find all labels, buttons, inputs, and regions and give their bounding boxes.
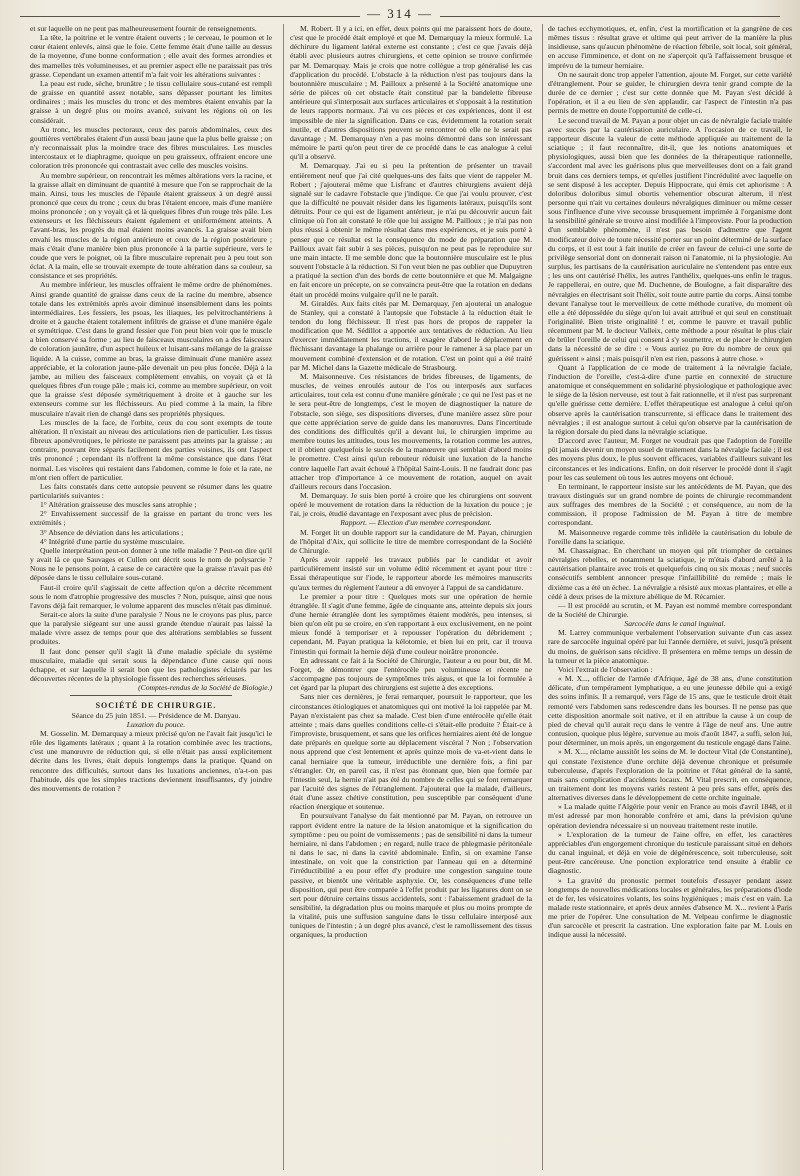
paragraph: Les muscles de la face, de l'orbite, ceux du cou sont exempts de toute altération. Il n'existait au niveau des articulations rien de particulier. Les tissus fibreux aponévrotiques, le périoste ne paraissent pas atteints par la graisse ; au contraire, pouvant être séparés facilement des parties voisines, ils ont l'aspect très prononcé ; cependant ils n'offrent la même consistance que dans l'état normal. Les viscères qui restaient dans l'abdomen, comme le foie et la rate, ne m'ont rien offert de particulier. [30, 417, 272, 482]
paragraph: Quelle interprétation peut-on donner à une telle maladie ? Peut-on dire qu'il y avait là ce que Sauvages et Cullen ont décrit sous le nom de polysarcie ? Nous ne le pensons point, à cause de ce caractère que la graisse n'avait pas été déposée dans le tissu cellulaire sous-cutané. [30, 545, 272, 583]
paragraph: M. Demarquay. J'ai eu si peu la prétention de présenter un travail entièrement neuf que j'ai cité quelques-uns des faits que vient de rappeler M. Robert ; j'ajouterai même que Lisfranc et d'autres chirurgiens avaient déjà signalé sur le cadavre l'obstacle que j'indique. Ce que j'ai voulu prouver, c'est que la difficulté ne pouvait résider dans les ligaments latéraux, puisqu'ils sont détruits. Pour ce qui est de ligament antérieur, je n'ai pu découvrir aucun fait clinique où l'on ait constaté le rôle que lui assigne M. Pailloux ; je n'ai pas non plus réussi à obtenir le même résultat dans mes expériences, et je suis porté à penser que ce résultat est la conséquence du mode de préparation que M. Pailloux avait fait subir à ses pièces, puisqu'on ne peut pas le reproduire sur une main intacte. Il me semble donc que la boutonnière musculaire est le plus souvent l'obstacle à la réduction. Si l'on veut bien ne pas oublier que Dupuytren a pratiqué la section d'un des bords de cette boutonnière et que M. Malgaigne en fait encore un précepte, on se convaincra peut-être que la rotation en dedans était un procédé moins vulgaire qu'il ne le paraît. [290, 161, 532, 299]
page-header [0, 6, 800, 26]
paragraph: Voici l'extrait de l'observation : [558, 664, 653, 674]
paragraph: En poursuivant l'analyse du fait mentionné par M. Payan, on retrouve un rapport évident entre la nature de la lésion anatomique et la signification du symptôme : peu ou point de vomissements ; pas de sensibilité ni dans la tumeur herniaire, ni dans l'abdomen ; en regard, nulle trace de phlegmasie péritonéale ni dans le sac, ni dans la cavité abdominale. Enfin, si on examine l'anse intestinale, on voit que la constriction par l'anneau qui en a déterminé l'irréductibilité a eu pour effet d'y produire une congestion sanguine toute passive, et bientôt une véritable asphyxie. Or, les conséquences d'une telle disposition, qui peut être comparée à l'effet produit par les ligatures dont on se sert pour détruire certains tissus accidentels, sont : l'abaissement graduel de la sensibilité, la dégradation plus ou moins marquée et plus ou moins prompte de la vitalité, puis une suffusion sanguine dans le tissu cellulaire interposé aux tuniques de l'intestin ; à un degré plus avancé, c'est le ramollissement des tissus organiques, la production [290, 811, 532, 940]
paragraph: » La malade quitte l'Algérie pour venir en France au mois d'avril 1848, et il m'est adressé par mon honorable confrère et ami, dans la prévision qu'une opération deviendra nécessaire si un nouveau traitement reste inutile. [548, 802, 792, 830]
paragraph: » L'exploration de la tumeur de l'aine offre, en effet, les caractères appréciables d'un engorgement chronique du testicule paraissant situé en dehors du canal inguinal, et déjà en voie de dégénérescence, soit tuberculeuse, soit peut-être cancéreuse. Une ponction exploratrice tend ensuite à établir ce diagnostic. [548, 829, 792, 876]
paragraph: M. Larrey communique verbalement l'observation suivante d'un cas assez rare de sarcocèle inguinal opéré par lui l'année dernière, et suivi, jusqu'à présent du moins, de guérison sans récidive. Il présentera en même temps un dessin de la tumeur et la pièce anatomique. [548, 628, 792, 665]
column-separator [283, 24, 284, 1170]
header-rule-right [440, 16, 780, 17]
paragraph: de taches ecchymotiques, et, enfin, c'est la mortification et la gangrène de ces mêmes tissus : résultat grave et ultime qui peut arriver de la manière la plus insidieuse, sans qu'aucun phénomène de réaction fébrile, soit local, soit général, en accuse l'imminence, et dont on ne s'aperçoit qu'à l'affaissement brusque et imprévu de la tumeur herniaire. [548, 24, 792, 70]
paragraph: Faut-il croire qu'il s'agissait de cette affection qu'on a décrite récemment sous le nom d'atrophie progressive des muscles ? Non, puisque, ainsi que nous l'avons déjà fait remarquer, le volume apparent des muscles n'était pas diminué. [30, 582, 272, 610]
list-item: 3° Absence de déviation dans les articulations ; [40, 527, 184, 537]
section-rule [70, 695, 232, 696]
column-separator [542, 24, 543, 1170]
paragraph: — Il est procédé au scrutin, et M. Payan est nommé membre correspondant de la Société de Chirurgie. [548, 600, 792, 619]
paragraph: Le second travail de M. Payan a pour objet un cas de névralgie faciale traitée avec succès par la cautérisation auriculaire. A l'occasion de ce travail, le rapporteur discute la valeur de cette méthode appliquée au traitement de la sciatique ; il faut reconnaître, dit-il, que les notions anatomiques et physiologiques, aussi bien que les données de la thérapeutique rationnelle, s'accordent mal avec les guérisons plus que merveilleuses dont on a fait grand bruit dans ces derniers temps, et qu'elles justifient l'incrédulité avec laquelle on se sent disposé à les accepter. Depuis Hippocrate, qui émis cet aphorisme : A doloribus doloribus simul obortis vehementior obscurat alterum, il n'est personne qui n'ait vu certaines douleurs névralgiques diminuer ou même cesser sous l'influence d'une vive secousse brusquement imprimée à l'organisme dont la sensibilité générale se trouve ainsi modifiée à l'improviste. Pour la production d'un semblable phénomène, il n'est pas besoin d'admettre que l'agent modificateur doive de toute nécessité porter sur un point déterminé de la surface du corps, et il est tout à fait inutile de créer en faveur de celui-ci une sorte de privilège sensorial dont on donnerait raison ni l'anatomie, ni la physiologie. Au surplus, les partisans de la cautérisation auriculaire ne s'entendent pas entre eux ; les uns ont cautérisé l'hélix, les autres l'anthélix, quelques-uns enfin le tragus. Je rappellerai, en outre, que M. Duchenne, de Boulogne, a fait disparaître des névralgies en électrisant soit l'hélix, soit toute autre partie du corps. Ainsi tombe devant l'analyse tout le merveilleux de cette méthode curative, du moment où elle a été dépossédée du siège qu'on lui avait attribué et qui seul en constituait l'originalité. Bien triste originalité ! et, comme le pauvre et travail public récemment par M. le docteur Valleix, cette méthode a pour résultat le plus clair de brûler l'oreille de celui qui consent à s'y soumettre, et de placer le chirurgien dans la nécessité de se dire : « Vous auriez pu être du nombre de ceux qui guérissent » ainsi ; mais puisqu'il n'en est rien, passons à autre chose. » [548, 115, 792, 363]
paragraph: La tête, la poitrine et le ventre étaient ouverts ; le cerveau, le poumon et le cœur étaient enlevés, ainsi que le foie. Cette femme était d'une taille au dessus de la moyenne, d'une bonne conformation ; elle avait des formes arrondies et des mamelles très volumineuses, et au premier aspect elle ne paraissait pas très grasse. Cependant un examen attentif m'a fait voir les altérations suivantes : [30, 33, 272, 79]
paragraph: Au tronc, les muscles pectoraux, ceux des parois abdominales, ceux des gouttières vertébrales étaient d'un aussi beau jaune que la plus belle graisse ; on n'y reconnaissait plus la moindre trace des fibres musculaires. Les muscles intercostaux et le diaphragme, quoique un peu graisseux, offraient encore une coloration très prononcée qui contrastait avec celle des muscles voisins. [30, 124, 272, 171]
list-item: 2° Envahissement successif de la graisse en partant du tronc vers les extrémités ; [30, 509, 272, 528]
paragraph: et sur laquelle on ne peut pas malheureusement fournir de renseignements. [30, 24, 257, 33]
session-line: Séance du 25 juin 1851. — Présidence de M. Danyau. [71, 710, 241, 720]
paragraph: M. Robert. Il y a ici, en effet, deux points qui me paraissent hors de doute, c'est que le procédé était employé et que M. Demarquay la mieux formulé. La déchirure du ligament latéral externe est constante ; c'est ce que j'avais déjà établi avec plusieurs autres chirurgiens, et cette opinion se trouve confirmée par M. Demarquay. Mais je crois que notre collègue a trop généralisé les cas d'application du procédé. L'obstacle à la réduction n'est pas toujours dans la boutonnière musculaire ; M. Pailloux a présenté à la Société anatomique une série de pièces où cet obstacle était constitué par la bandelette fibreuse antérieure qui s'interposait aux surfaces articulaires et s'opposait à la restitution de leurs rapports normaux. J'ai vu ces pièces et ces expériences, dont il est impossible de nier la signification. Dans ce cas, évidemment la rotation serait inutile, et d'autres dispositions peuvent se rencontrer où elle ne le serait pas davantage ; M. Demarquay n'en a pas moins démontré dans son intéressant mémoire le parti qu'on peut tirer de ce procédé dans le cas analogue à celui qu'il a observé. [290, 24, 532, 162]
paragraph: M. Giraldès. Aux faits cités par M. Demarquay, j'en ajouterai un analogue de Stanley, qui a constaté à l'autopsie que l'obstacle à la réduction était le tendon du long fléchisseur. Il n'est pas hors de propos de rappeler la modification que M. Sédillot a apportée aux tentatives de réduction. Au lieu d'exercer immédiatement les tractions, il exagère d'abord le déplacement en fléchissant davantage la phalange ou arrière pour le ramener à sa place par un mouvement combiné d'extension et de rotation. C'est un point qui a été traité par M. Michel dans la Gazette médicale de Strasbourg. [290, 298, 532, 372]
subtitle: Luxation du pouce. [126, 719, 186, 729]
column-1 [30, 24, 272, 1170]
paragraph: Le premier a pour titre : Quelques mots sur une opération de hernie étranglée. Il s'agit d'une femme, âgée de cinquante ans, atteinte depuis six jours d'une hernie étranglée dont les symptômes étaient modérés, peu intenses, si bien qu'on eût pu se croire, en s'en rapportant à eux exclusivement, en ne point mieux fondé à temporiser et à repousser l'opération du débridement ; cependant, M. Payan pratiqua la kélotomie, et bien lui en prit, car il trouva l'intestin qui formait la hernie déjà d'une couleur noirâtre prononcée. [290, 591, 532, 656]
paragraph: » La gravité du pronostic permet toutefois d'essayer pendant assez longtemps de nouvelles médications locales et générales, les préparations d'iode et de fer, les vésicatoires volants, les soins hygiéniques ; mais c'est en vain. La malade reste stationnaire, et après deux années d'absence M. X... revient à Paris me prier de l'opérer. Une consultation de M. Velpeau confirme le diagnostic d'un sarcocèle et prescrit la castration. Une exploration faite par M. Louis en indique aussi la nécessité. [548, 875, 792, 940]
paragraph: M. Maisonneuve regarde comme très infidèle la cautérisation du lobule de l'oreille dans la sciatique. [548, 527, 792, 546]
paragraph: » M. X..., réclame aussitôt les soins de M. le docteur Vital (de Constantine), qui constate l'existence d'une orchite déjà devenue chronique et présumée tuberculeuse, d'après l'exploration de la poitrine et l'état général de la santé, mais sans complication d'accidents locaux. M. Vital prescrit, en conséquence, un traitement dont les moyens variés restent à peu près sans effet, après des alternatives diverses dans le développement de cette orchite inguinale. [548, 747, 792, 803]
subtitle: Sarcocèle dans le canal inguinal. [624, 619, 726, 629]
section-title: SOCIÉTÉ DE CHIRURGIE. [95, 701, 217, 711]
paragraph: Sans nier ces dernières, je ferai remarquer, poursuit le rapporteur, que les circonstances étiologiques et anatomiques qui ont motivé la loi rappelée par M. Payan n'existaient pas chez sa malade. C'est bien d'une entérocèle qu'elle était atteinte ; mais dans quelles conditions celle-ci s'était-elle produite ? Était-ce à l'improviste, brusquement, et sans que les orifices herniaires aient été de longue date préparés en quelque sorte au déplacement viscéral ? Non ; l'observation nous apprend que c'est lentement et après quinze mois de va-et-vient dans le canal herniaire que la tumeur, irréductible une dernière fois, a fini par s'étrangler. Or, en pareil cas, il n'est pas étonnant que, bien que formée par l'intestin seul, la hernie n'ait pas été du nombre de celles qui se font remarquer par l'acuité des signes de l'étranglement. J'ajouterai que la malade, d'ailleurs, était d'une assez chétive constitution, peu susceptible par conséquent d'une réaction énergique et soutenue. [290, 692, 532, 812]
paragraph: Les faits constatés dans cette autopsie peuvent se résumer dans les quatre particularités suivantes : [30, 481, 272, 500]
paragraph: M. Gosselin. M. Demarquay a mieux précisé qu'on ne l'avait fait jusqu'ici le rôle des ligaments latéraux ; quant à la rotation combinée avec les tractions, c'est une manœuvre de réduction qui, si elle n'était pas aussi explicitement décrite dans les livres, était depuis longtemps dans la pratique. Quand on rencontre des difficultés, surtout dans les luxations anciennes, n'a-t-on pas l'habitude, dès que les simples tractions deviennent insuffisantes, d'y joindre des mouvements de rotation ? [30, 728, 272, 793]
paragraph: La peau est rude, sèche, brunâtre ; le tissu cellulaire sous-cutané est rempli de graisse en quantité assez notable, sans dépasser pourtant les limites ordinaires ; mais les muscles du tronc et des membres étaient envahis par la graisse à un degré plus ou moins avancé, suivant les régions où on les considérait. [30, 78, 272, 125]
paragraph: Au membre supérieur, on rencontrait les mêmes altérations vers la racine, et la graisse allait en diminuant de quantité à mesure que l'on se rapprochait de la main. Ainsi, tous les muscles de l'épaule étaient graisseux à un degré aussi prononcé que ceux du tronc ; ceux du bras l'étaient encore, mais d'une manière moins prononcée ; on y voyait çà et là quelques fibres d'un rouge très pâle. Les extenseurs et les fléchisseurs étaient également et uniformément atteints. A l'avant-bras, les progrès du mal étaient moins avancés. La graisse avait bien envahi les muscles de la région antérieure et ceux de la région postérieure ; mais c'était d'une manière bien plus prononcée à la partie supérieure, vers le coude que vers le poignet, où la fibre musculaire reprenait peu à peu tout son éclat. A la main, elle se trouvait exempte de toute altération dans sa couleur, sa consistance et ses propriétés. [30, 170, 272, 281]
column-3 [548, 24, 792, 1170]
paragraph: D'accord avec l'auteur, M. Forget ne voudrait pas que l'adoption de l'oreille pût jamais devenir un moyen usuel de traitement dans la névralgie faciale ; il est des moyens plus doux, le plus souvent efficaces, variables d'ailleurs suivant les circonstances et les indications. Enfin, on doit réserver le procédé dont il s'agit pour les cas seulement où tous les autres moyens ont échoué. [548, 436, 792, 482]
paragraph: On ne saurait donc trop appeler l'attention, ajoute M. Forget, sur cette variété d'étranglement. Pour se guider, le chirurgien devra tenir grand compte de la durée de ce dernier ; c'est sur cette donnée que M. Payan s'est décidé à l'opération, et il a eu lieu de s'en applaudir, car l'aspect de l'intestin n'a pas permis de mettre en doute l'opportunité de celle-ci. [548, 69, 792, 116]
paragraph: Au membre inférieur, les muscles offraient le même ordre de phénomènes. Ainsi grande quantité de graisse dans ceux de la racine du membre, absence totale dans les extrémités après avoir diminué insensiblement dans les points intermédiaires. Les fessiers, les psoas, les iliaques, les pelvitrochantériens à droite et à gauche étaient totalement infiltrés de graisse et d'une manière égale et symétrique. C'est dans le grand fessier que l'on peut bien voir que le muscle a bien conservé sa forme ; au lieu de faisceaux musculaires on a des faisceaux de coloration jaunâtre, d'un aspect huileux et luisant-sans mélange de la graisse liquide. A la cuisse, comme au bras, la graisse diminuait d'une manière assez appréciable, et la coloration jaune-pâle devenait un peu plus foncée. Déjà à la jambe, au milieu des faisceaux complètement envahis, on voyait çà et là quelques fibres d'un rouge pâle ; mais ici, comme au membre supérieur, on voit que la graisse s'est déposée symétriquement à droite et à gauche sur les extenseurs comme sur les fléchisseurs. Au pied comme à la main, la fibre musculaire n'avait rien de changé dans ses propriétés physiques. [30, 280, 272, 418]
list-item: 1° Altération graisseuse des muscles sans atrophie ; [40, 500, 197, 510]
paragraph: M. Chassaignac. En cherchant un moyen qui pût triompher de certaines névralgies rebelles, et notamment la sciatique, je m'étais d'abord arrêté à la cautérisation plantaire avec trois et quelquefois cinq ou six moxas ; neuf succès consécutifs semblent annoncer presque l'infaillibilité du remède ; mais le dixième cas a été un échec. La névralgie a résisté aux moxas plantaires, et elle a cédé à deux prises de la mixture abélique de M. Récamier. [548, 545, 792, 601]
paragraph: M. Maisonneuve. Ces résistances de brides fibreuses, de ligaments, de muscles, de veines enroulés autour de l'os ou interposés aux surfaces articulaires, tout cela est connu d'une manière générale ; ce qui ne l'est pas et ne le sera peut-être de longtemps, c'est le moyen de diagnostiquer la nature de l'obstacle, son siège, ses dispositions diverses, d'une manière assez sûre pour que cette appréciation serve de guide dans les manœuvres. Dans l'incertitude des conditions des difficultés qu'il a devant lui, le chirurgien imprime au membre toutes les attitudes, tous les mouvements, la rotation comme les autres, et il obtient quelquefois le succès de la manœuvre qui semblait d'abord moins le promettre. C'est ainsi qu'un rebouteur réduisit une luxation de la hanche contre laquelle l'art avait échoué à l'hôpital Saint-Louis. Il ne faudrait donc pas attacher trop d'importance à ce mouvement de rotation, auquel on avait d'ailleurs recours dans l'occasion. [290, 371, 532, 491]
paragraph: En terminant, le rapporteur insiste sur les antécédents de M. Payan, que des travaux distingués sur un grand nombre de points de chirurgie recommandent aux suffrages des membres de la Société ; et conséquence, au nom de la commission, il propose l'admission de M. Payan à titre de membre correspondant. [548, 481, 792, 528]
paragraph: « M. X..., officier de l'armée d'Afrique, âgé de 38 ans, d'une constitution délicate, d'un tempérament lymphatique, a eu une jeunesse débile qui a exigé des soins infinis. Il a remarqué, vers l'âge de 15 ans, que le testicule droit était remonté vers l'abdomen sans redescendre dans les bourses. Il ne pense pas que cette disposition anormale soit native, et il en attribue la cause à un coup de pied de cheval qu'il aurait reçu dans le ventre à l'âge de neuf ans. Une autre contusion, quoique plus légère, survenue au mois d'août 1847, a suffi, selon lui, pour déterminer, un mois après, un engorgement du testicule engagé dans l'aine. [548, 674, 792, 748]
page-number: — 314 — [367, 6, 433, 21]
paragraph: M. Demarquay. Je suis bien porté à croire que les chirurgiens ont souvent opéré le mouvement de rotation dans la réduction de la luxation du pouce ; je l'ai, je crois, étudié davantage en l'exposant avec plus de précision. [290, 490, 532, 519]
paragraph: En adressant ce fait à la Société de Chirurgie, l'auteur a eu pour but, dit M. Forget, de démontrer que l'entérocèle peu volumineuse et récente ne s'accompagne pas toujours de symptômes très aigus, et que la loi formulée à cet égard par la plupart des chirurgiens est sujette à des exceptions. [290, 655, 532, 693]
paragraph: M. Forget lit un double rapport sur la candidature de M. Payan, chirurgien de l'hôpital d'Aix, qui sollicite le titre de membre correspondant de la Société de Chirurgie. [290, 527, 532, 555]
column-2 [290, 24, 532, 1170]
paragraph: Après avoir rappelé les travaux publiés par le candidat et avoir particulièrement insisté sur un volume édité récemment et ayant pour titre : Essai thérapeutique sur l'iode, le rapporteur aborde les mémoires manuscrits qu'aux termes du règlement l'auteur a dû envoyer à l'appui de sa candidature. [290, 555, 532, 592]
list-item: 4° Intégrité d'une partie du système musculaire. [40, 536, 185, 546]
paragraph: Il faut donc penser qu'il s'agit là d'une maladie spéciale du système musculaire, maladie qui serait sous la dépendance d'une cause qui nous échappe, et sur laquelle il serait bon que les pathologistes éclairés par les découvertes récentes de la physiologie fissent des recherches sérieuses. [30, 646, 272, 684]
section-title: Rapport. — Election d'un membre correspondant. [340, 518, 492, 528]
paragraph: Serait-ce alors la suite d'une paralysie ? Nous ne le croyons pas plus, parce que la paralysie siégeant sur une aussi grande étendue n'aurait pas laissé la malade vivre assez de temps pour que des altérations semblables se fussent produites. [30, 610, 272, 647]
paragraph: Quant à l'application de ce mode de traitement à la névralgie faciale, l'induction de l'oreille, c'est-à-dire d'une partie en connexité de structure anatomique et conséquemment en solidarité physiologique et pathologique avec le siège de la lésion nerveuse, est tout à fait rationnelle, et il n'est pas surprenant qu'elle guérisse cette dernière. L'effet thérapeutique est analogue à celui qu'on observe après la cautérisation transcurrente, si efficace dans le traitement des névralgies ; il est analogue surtout à celui qu'on observe par la cautérisation de la région dorsale du pied dans la névralgie sciatique. [548, 362, 792, 436]
header-rule-left [20, 16, 360, 17]
citation: (Comptes-rendus de la Société de Biologie.) [138, 683, 272, 693]
